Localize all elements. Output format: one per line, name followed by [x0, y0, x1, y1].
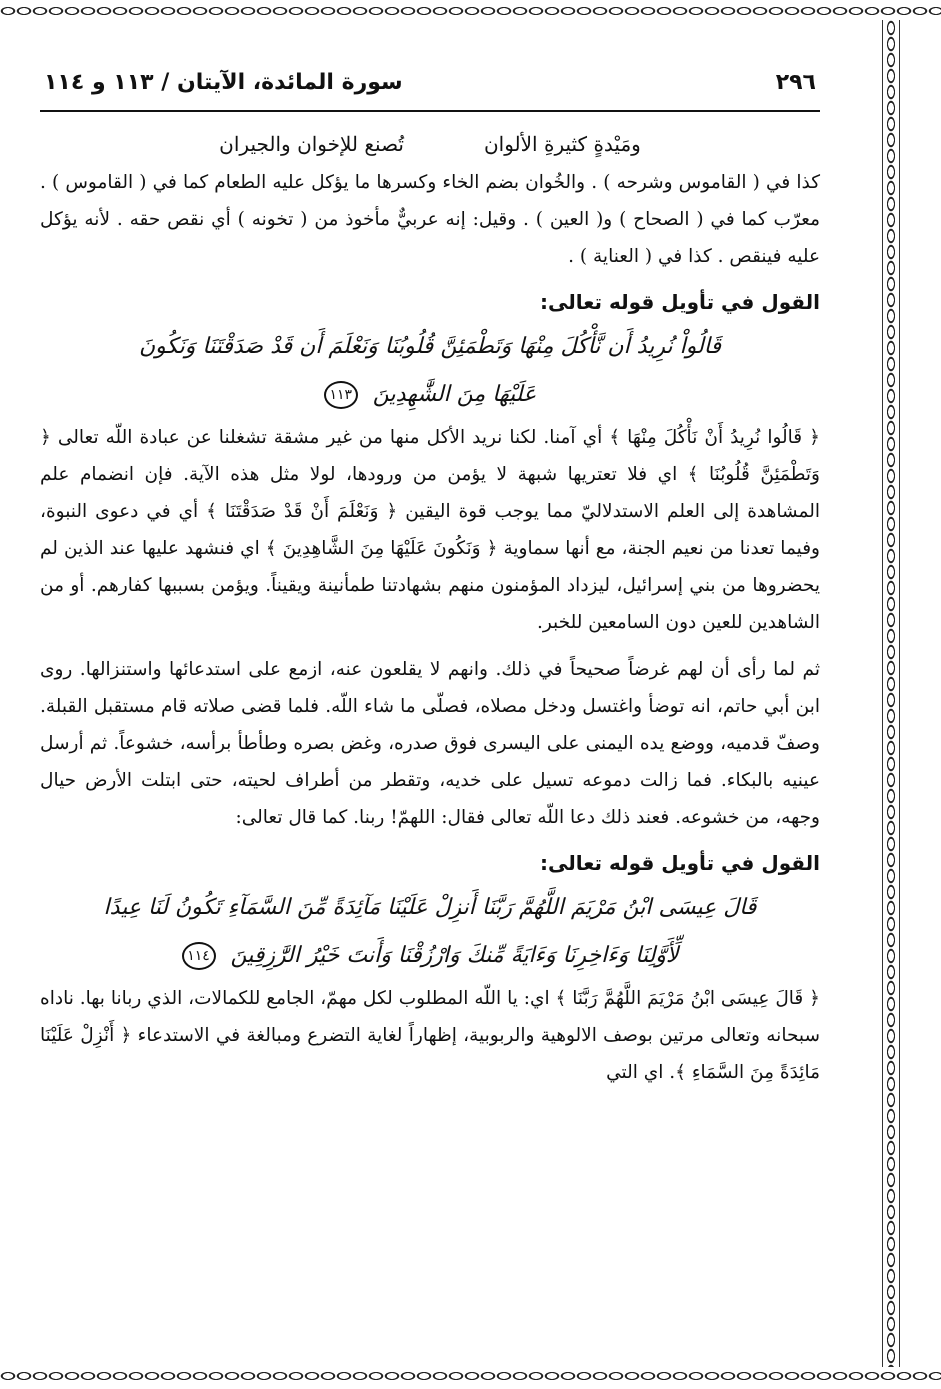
page-header [40, 60, 820, 112]
quran-verse-113 [40, 323, 820, 419]
page-number: ٢٩٦ [775, 70, 816, 95]
verse-113-text: عَلَيْهَا مِنَ الشَّٰهِدِينَ [372, 382, 537, 407]
paragraph-commentary-114: ﴿ قَالَ عِيسَى ابْنُ مَرْيَمَ اللَّهُمَّ رَبَّنَا ﴾ اي: يا اللّه المطلوب لكل مهمّ، الجامع للكمالات، الذي ربانا بها. ناداه سبحانه وتعالى مرتين بوصف الالوهية والربوبية، إظهاراً لغاية التضرع ومبالغة في الاستدعاء ﴿ أَنْزِلْ عَلَيْنَا مَائِدَةً مِنَ السَّمَاءِ ﴾. اي التي [40, 988, 820, 1083]
book-page [40, 60, 820, 1360]
hemistich-left: تُصنع للإخوان والجيران [219, 132, 404, 156]
section-heading-1: القول في تأويل قوله تعالى: [540, 290, 820, 314]
running-title: سورة المائدة، الآيتان / ١١٣ و ١١٤ [44, 70, 403, 95]
verse-114-line-1: قَالَ عِيسَى ابْنُ مَرْيَمَ اللَّهُمَّ رَبَّنَا أَنزِلْ عَلَيْنَا مَآئِدَةً مِّنَ السَّمَآءِ تَكُونُ لَنَا عِيدًا [103, 895, 757, 920]
verse-number-marker: ١١٣ [324, 381, 358, 409]
ornamental-border-bottom [0, 1365, 941, 1387]
section-heading-2: القول في تأويل قوله تعالى: [540, 851, 820, 875]
quran-verse-114 [40, 884, 820, 980]
verse-113-line-1: قَالُواْ نُرِيدُ أَن نَّأْكُلَ مِنْهَا وَتَطْمَئِنَّ قُلُوبُنَا وَنَعْلَمَ أَن قَدْ صَدَقْتَنَا وَنَكُونَ [138, 334, 722, 359]
paragraph-narrative: ثم لما رأى أن لهم غرضاً صحيحاً في ذلك. وانهم لا يقلعون عنه، ازمع على استدعائها واستنزالها. روى ابن أبي حاتم، انه توضأ واغتسل ودخل مصلاه، فصلّى ما شاء اللّه. فلما قضى صلاته قام مستقبل القبلة. وصفّ قدميه، ووضع يده اليمنى على اليسرى فوق صدره، وغض بصره وطأطأ برأسه، خشوعاً. ثم أرسل عينيه بالبكاء. فما زالت دموعه تسيل على خديه، وتقطر من أطراف لحيته، حتى ابتلت الأرض حيال وجهه، من خشوعه. فعند ذلك دعا اللّه تعالى فقال: اللهمّ! ربنا. كما قال تعالى: [40, 659, 820, 828]
ornamental-border-right [880, 20, 902, 1367]
poetry-verse [40, 124, 820, 164]
verse-114-text: لِّأَوَّلِنَا وَءَاخِرِنَا وَءَايَةً مِّنكَ وَارْزُقْنَا وَأَنتَ خَيْرُ الرَّٰزِقِينَ [230, 943, 679, 968]
paragraph-commentary-113: ﴿ قَالُوا نُرِيدُ أَنْ نَأْكُلَ مِنْهَا ﴾ أي آمنا. لكنا نريد الأكل منها من غير مشقة تشغلنا عن عبادة اللّه تعالى ﴿ وَتَطْمَئِنَّ قُلُوبُنَا ﴾ اي فلا تعتريها شبهة لا يؤمن من ورودها، لولا مثل هذه الآية. فإن انضمام علم المشاهدة إلى العلم الاستدلاليّ مما يوجب قوة اليقين ﴿ وَنَعْلَمَ أَنْ قَدْ صَدَقْتَنَا ﴾ أي في دعوى النبوة، وفيما تعدنا من نعيم الجنة، مع أنها سماوية ﴿ وَنَكُونَ عَلَيْهَا مِنَ الشَّاهِدِينَ ﴾ اي فنشهد عليها عند الذين لم يحضروها من بني إسرائيل، ليزداد المؤمنون منهم بشهادتنا طمأنينة ويقيناً. ويؤمن بسببها كفارهم. أو من الشاهدين للعين دون السامعين للخبر. [40, 427, 820, 633]
paragraph-definition: كذا في ( القاموس وشرحه ) . والخُوان بضم الخاء وكسرها ما يؤكل عليه الطعام كما في ( القاموس ) . معرّب كما في ( الصحاح ) و( العين ) . وقيل: إنه عربيٌّ مأخوذ من ( تخونه ) أي نقص حقه . لأنه يؤكل عليه فينقص . كذا في ( العناية ) . [40, 172, 820, 267]
paragraph-gap [40, 641, 820, 651]
verse-114-line-2 [40, 932, 820, 980]
hemistich-right: ومَيْدةٍ كثيرةِ الألوان [483, 132, 641, 156]
verse-number-marker: ١١٤ [182, 942, 216, 970]
verse-113-line-2 [40, 371, 820, 419]
ornamental-border-top [0, 0, 941, 22]
